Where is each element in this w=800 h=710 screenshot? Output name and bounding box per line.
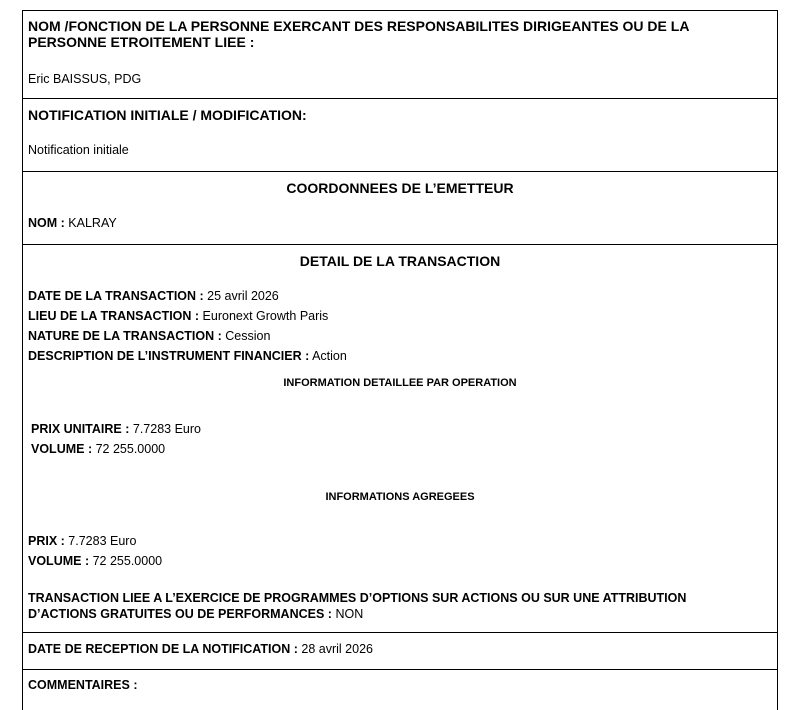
- issuer-name-value: KALRAY: [68, 216, 117, 230]
- detail-volume: [31, 439, 201, 459]
- transaction-nature-value: Cession: [225, 329, 271, 343]
- notification-header: NOTIFICATION INITIALE / MODIFICATION:: [28, 107, 307, 123]
- unit-price-label: PRIX UNITAIRE :: [31, 422, 130, 436]
- aggregated-price: [28, 531, 162, 551]
- transaction-section: [23, 244, 777, 632]
- transaction-header: DETAIL DE LA TRANSACTION: [299, 253, 501, 269]
- aggregated-price-label: PRIX :: [28, 534, 65, 548]
- comments-section: [23, 669, 777, 710]
- transaction-instrument-label: DESCRIPTION DE L’INSTRUMENT FINANCIER :: [28, 349, 310, 363]
- declaration-form: [22, 10, 778, 710]
- unit-price-value: 7.7283 Euro: [132, 422, 201, 436]
- linked-transaction-value: NON: [335, 607, 364, 621]
- notification-value: Notification initiale: [28, 143, 129, 157]
- aggregated-volume-label: VOLUME :: [28, 554, 90, 568]
- transaction-place-label: LIEU DE LA TRANSACTION :: [28, 309, 200, 323]
- issuer-section: [23, 171, 777, 244]
- unit-price: [31, 419, 201, 439]
- transaction-place: [28, 306, 347, 326]
- person-section: [23, 10, 777, 98]
- reception-date-label: DATE DE RECEPTION DE LA NOTIFICATION :: [28, 642, 298, 656]
- transaction-nature-label: NATURE DE LA TRANSACTION :: [28, 329, 222, 343]
- aggregated-fields: [23, 531, 167, 571]
- reception-section: [23, 632, 777, 669]
- comments-label: COMMENTAIRES :: [28, 678, 138, 692]
- transaction-nature: [28, 326, 347, 346]
- person-value: Eric BAISSUS, PDG: [28, 72, 142, 86]
- transaction-date-label: DATE DE LA TRANSACTION :: [28, 289, 204, 303]
- aggregated-volume: [28, 551, 162, 571]
- transaction-date: [28, 286, 347, 306]
- person-header: NOM /FONCTION DE LA PERSONNE EXERCANT DES RESPONSABILITES DIRIGEANTES OU DE LA PERSONNE ETROITEMENT LIEE :: [28, 18, 689, 50]
- transaction-instrument: [28, 346, 347, 366]
- aggregated-volume-value: 72 255.0000: [92, 554, 163, 568]
- transaction-instrument-value: Action: [312, 349, 347, 363]
- linked-transaction: [23, 590, 733, 622]
- issuer-name-label: NOM :: [28, 216, 65, 230]
- reception-date: [23, 641, 378, 657]
- issuer-header: COORDONNEES DE L’EMETTEUR: [286, 180, 514, 196]
- transaction-place-value: Euronext Growth Paris: [202, 309, 329, 323]
- issuer-name: [23, 215, 122, 231]
- transaction-date-value: 25 avril 2026: [207, 289, 279, 303]
- transaction-fields: [23, 286, 352, 366]
- notification-section: [23, 98, 777, 171]
- aggregated-header: INFORMATIONS AGREGEES: [325, 491, 475, 503]
- detail-header: INFORMATION DETAILLEE PAR OPERATION: [283, 377, 517, 389]
- detail-volume-value: 72 255.0000: [95, 442, 166, 456]
- detail-volume-label: VOLUME :: [31, 442, 93, 456]
- reception-date-value: 28 avril 2026: [301, 642, 373, 656]
- detail-fields: [31, 419, 201, 459]
- linked-transaction-label: TRANSACTION LIEE A L’EXERCICE DE PROGRAMMES D’OPTIONS SUR ACTIONS OU SUR UNE ATTRIBUTION D’ACTIONS GRATUITES OU DE PERFORMANCES :: [28, 591, 687, 621]
- aggregated-price-value: 7.7283 Euro: [68, 534, 137, 548]
